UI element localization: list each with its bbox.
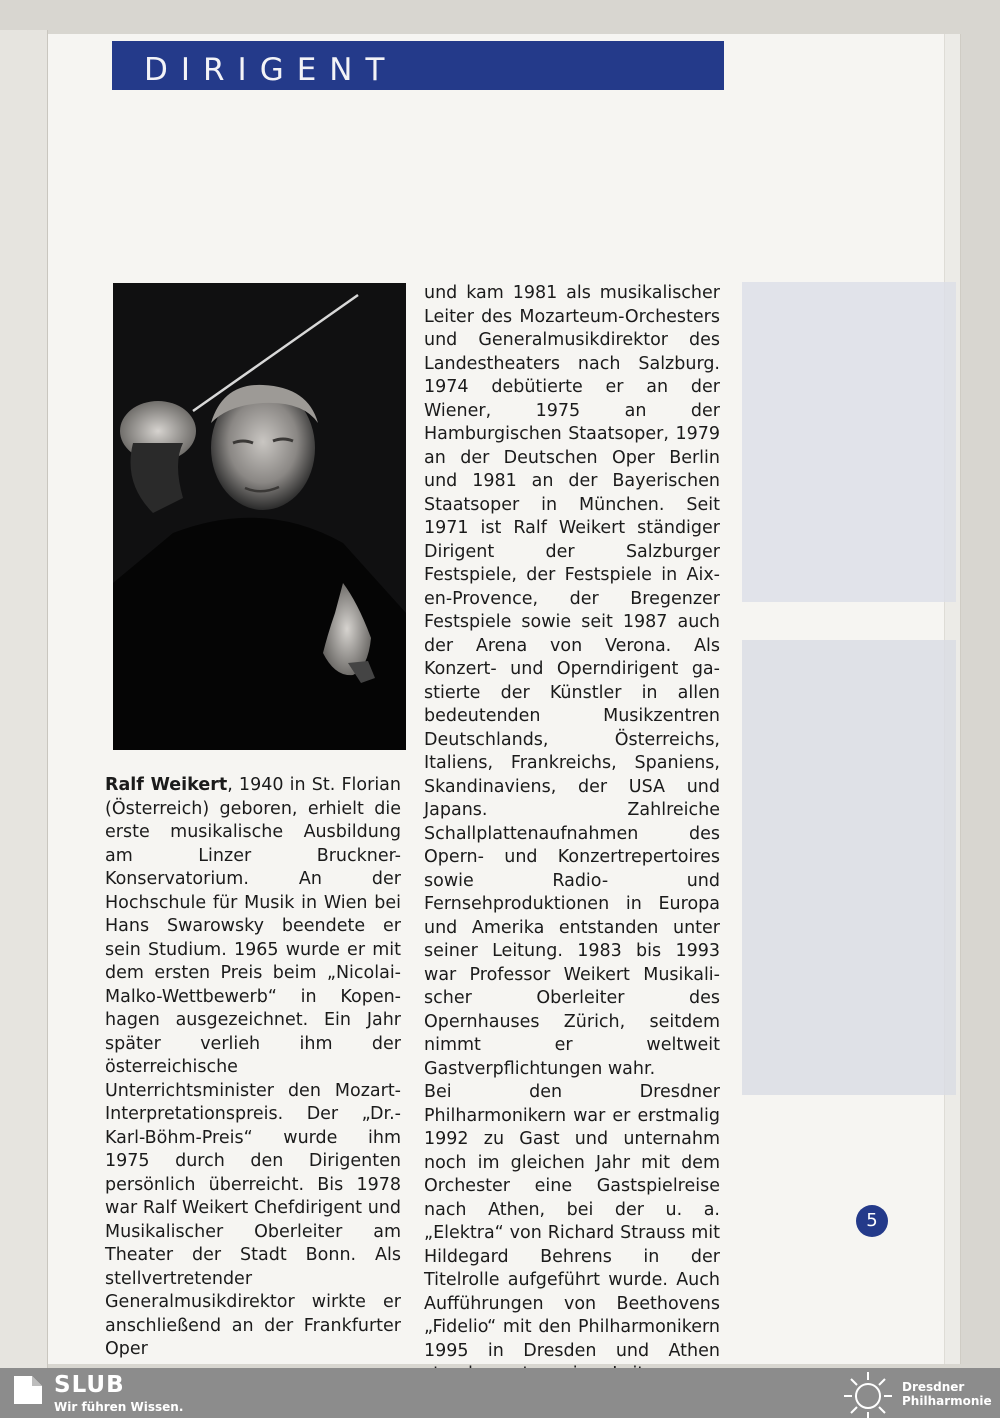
conductor-photo	[113, 283, 406, 750]
biography-column-right	[424, 282, 720, 1387]
slub-wordmark[interactable]: SLUB	[54, 1372, 125, 1398]
show-through-image	[742, 282, 956, 602]
section-title: DIRIGENT	[144, 52, 398, 88]
page-number-badge: 5	[856, 1205, 888, 1237]
biography-paragraph: und kam 1981 als musikalischer Leiter des Mozarteum-Orchesters und Generalmusikdirektor des Landestheaters nach Salzburg. 1974 debütierte er an der Wiener, 1975 an der Hamburgischen Staatsoper, 1979 an der Deutschen Oper Berlin und 1981 an der Bayerischen Staatsoper in München. Seit 1971 ist Ralf Weikert ständiger Dirigent der Salzburger Festspiele, der Festspiele in Aix-en-Provence, der Bregenzer Festspiele sowie seit 1987 auch der Arena von Verona. Als Konzert- und Operndirigent gastierte der Künstler in allen bedeutenden Musikzentren Deutschlands, Österreichs, Italiens, Frankreichs, Spaniens, Skandinaviens, der USA und Japans. Zahlreiche Schallplattenaufnahmen des Opern- und Konzertrepertoires sowie Radio- und Fernsehproduktionen in Europa und Amerika entstanden unter seiner Leitung. 1983 bis 1993 war Professor Weikert Musikalischer Oberleiter des Opernhauses Zürich, seitdem nimmt er weltweit Gastverpflichtungen wahr.	[424, 283, 720, 1079]
artist-name: Ralf Weikert	[105, 775, 228, 795]
slub-logo-icon[interactable]	[10, 1372, 46, 1408]
biography-column-left	[105, 774, 401, 1362]
biography-paragraph: Bei den Dresdner Philharmonikern war er erstmalig 1992 zu Gast und unternahm noch im gleichen Jahr mit dem Orchester eine Gastspielreise nach Athen, bei der u. a. „Elektra“ von Richard Strauss mit Hildegard Behrens in der Titelrolle aufgeführt wurde. Auch Aufführungen von Beethovens „Fidelio“ mit den Philharmonikern 1995 in Dresden und Athen	[424, 1082, 720, 1361]
dresdner-philharmonie-logo-icon[interactable]	[840, 1370, 896, 1418]
show-through-image	[742, 640, 956, 1095]
slub-tagline: Wir führen Wissen.	[54, 1400, 184, 1414]
partner-name-line1: Dresdner	[902, 1380, 965, 1394]
previous-page-edge	[0, 30, 48, 1368]
biography-text: , 1940 in St. Florian (Österreich) geboren, erhielt die erste musikalische Ausbildung am Linzer Bruckner-Konservatorium. An der Hochschule für Musik in Wien bei Hans Swarowsky beendete er sein Studium. 1965 wurde er mit dem ersten Preis beim „Nicolai-Malko-Wettbewerb“ in Kopenhagen ausgezeichnet. Ein Jahr später verlieh ihm der österreichische Unterrichtsminister den Mozart-Interpretationspreis. Der „Dr.-Karl-Böhm-Preis“ wurde ihm 1975 durch den Dirigenten persönlich überreicht. Bis 1978 war Ralf Weikert Chefdirigent und Musikalischer Oberleiter am Theater der Stadt Bonn. Als stellvertretender Generalmusikdirektor wirkte er anschließend an der Frankfurter Oper	[105, 775, 401, 1359]
partner-name-line2: Philharmonie	[902, 1394, 992, 1408]
